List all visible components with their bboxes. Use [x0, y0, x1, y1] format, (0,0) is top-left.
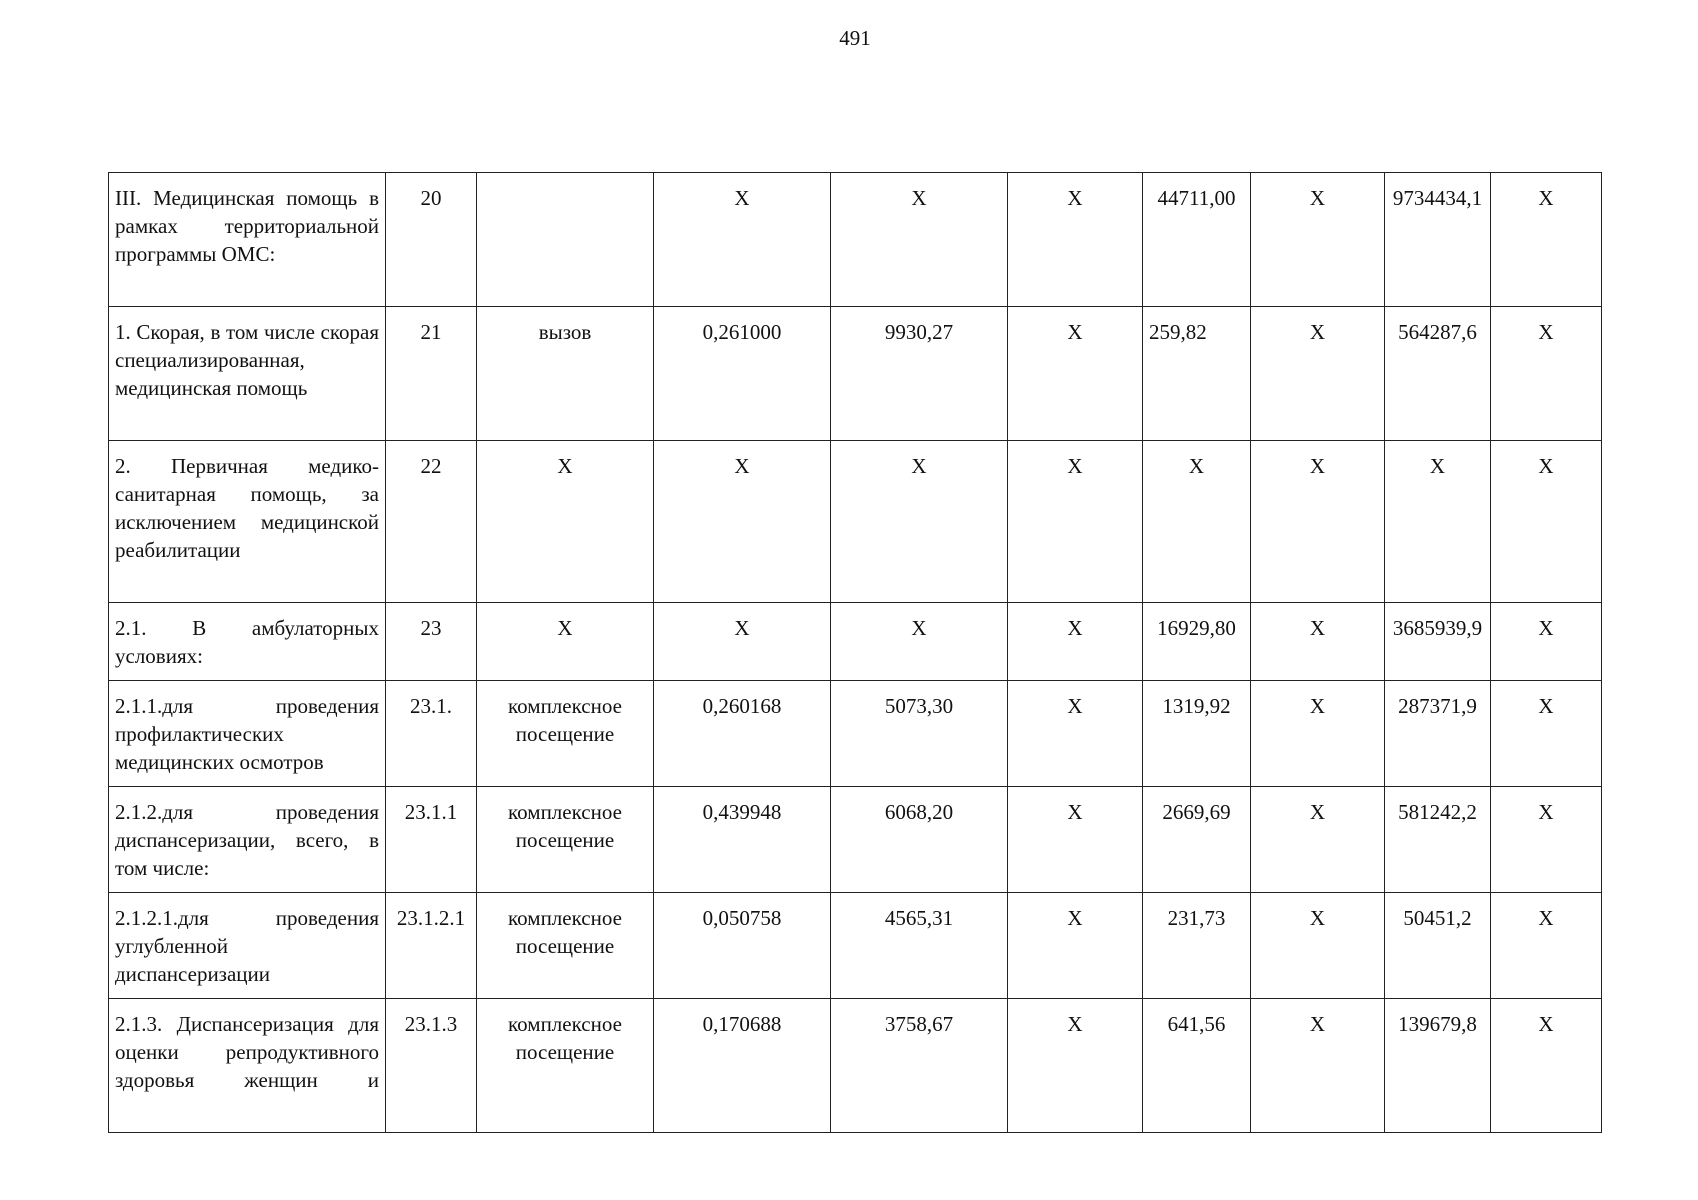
row-value-cell: Х — [1251, 681, 1385, 787]
row-value-cell: 564287,6 — [1385, 307, 1491, 441]
row-value-cell: Х — [1491, 603, 1602, 681]
table-row — [109, 173, 1602, 307]
row-name-cell: 2.1.2.для проведения диспансеризации, всего, в том числе: — [109, 787, 386, 893]
row-value-cell: Х — [1491, 999, 1602, 1133]
row-value-cell: Х — [1491, 307, 1602, 441]
row-value-cell: Х — [1491, 173, 1602, 307]
row-value-cell: Х — [1385, 441, 1491, 603]
row-value-cell: Х — [1008, 787, 1143, 893]
row-unit-cell: комплексное посещение — [477, 999, 654, 1133]
row-code-cell: 21 — [386, 307, 477, 441]
row-value-cell: Х — [1251, 893, 1385, 999]
row-value-cell: Х — [1251, 307, 1385, 441]
row-value-cell: 3758,67 — [831, 999, 1008, 1133]
row-value-cell: Х — [831, 441, 1008, 603]
row-value-cell: Х — [1008, 307, 1143, 441]
row-value-cell: 231,73 — [1143, 893, 1251, 999]
row-value-cell: Х — [1008, 999, 1143, 1133]
row-value-cell: 641,56 — [1143, 999, 1251, 1133]
row-code-cell: 20 — [386, 173, 477, 307]
row-value-cell: Х — [654, 603, 831, 681]
table-row — [109, 441, 1602, 603]
row-value-cell: Х — [1143, 441, 1251, 603]
row-value-cell: Х — [1491, 681, 1602, 787]
row-unit-cell: комплексное посещение — [477, 893, 654, 999]
row-value-cell: 0,261000 — [654, 307, 831, 441]
table-row — [109, 307, 1602, 441]
row-unit-cell: Х — [477, 441, 654, 603]
row-value-cell: 0,260168 — [654, 681, 831, 787]
row-code-cell: 23 — [386, 603, 477, 681]
row-value-cell: Х — [1008, 893, 1143, 999]
row-unit-cell: комплексное посещение — [477, 681, 654, 787]
row-name-cell: 1. Скорая, в том числе скорая специализированная, медицинская помощь — [109, 307, 386, 441]
row-value-cell: 581242,2 — [1385, 787, 1491, 893]
row-value-cell: 9734434,1 — [1385, 173, 1491, 307]
row-value-cell: 6068,20 — [831, 787, 1008, 893]
row-code-cell: 22 — [386, 441, 477, 603]
row-value-cell: 2669,69 — [1143, 787, 1251, 893]
row-value-cell: 5073,30 — [831, 681, 1008, 787]
table-row — [109, 787, 1602, 893]
table-row — [109, 681, 1602, 787]
row-value-cell: Х — [654, 441, 831, 603]
row-value-cell: Х — [1491, 787, 1602, 893]
row-name-cell: III. Медицинская помощь в рамках территориальной программы ОМС: — [109, 173, 386, 307]
row-value-cell: Х — [1008, 441, 1143, 603]
row-value-cell: Х — [1251, 441, 1385, 603]
row-value-cell: 3685939,9 — [1385, 603, 1491, 681]
row-value-cell: 259,82 — [1143, 307, 1251, 441]
row-value-cell: Х — [831, 173, 1008, 307]
row-unit-cell: вызов — [477, 307, 654, 441]
row-value-cell: Х — [1251, 999, 1385, 1133]
row-value-cell: 0,050758 — [654, 893, 831, 999]
row-name-cell: 2. Первичная медико-санитарная помощь, за исключением медицинской реабилитации — [109, 441, 386, 603]
row-name-cell: 2.1.2.1.для проведения углубленной диспансеризации — [109, 893, 386, 999]
row-value-cell: 44711,00 — [1143, 173, 1251, 307]
row-value-cell: Х — [1251, 603, 1385, 681]
row-name-cell: 2.1. В амбулаторных условиях: — [109, 603, 386, 681]
row-value-cell: 9930,27 — [831, 307, 1008, 441]
row-value-cell: Х — [1251, 787, 1385, 893]
row-value-cell: Х — [831, 603, 1008, 681]
row-code-cell: 23.1.2.1 — [386, 893, 477, 999]
row-value-cell: 0,170688 — [654, 999, 831, 1133]
row-value-cell: 139679,8 — [1385, 999, 1491, 1133]
row-value-cell: Х — [1491, 893, 1602, 999]
row-unit-cell: Х — [477, 603, 654, 681]
tariff-table — [108, 172, 1602, 1133]
page-number: 491 — [839, 26, 871, 50]
row-value-cell: 50451,2 — [1385, 893, 1491, 999]
row-value-cell: 287371,9 — [1385, 681, 1491, 787]
row-value-cell: 1319,92 — [1143, 681, 1251, 787]
row-value-cell: Х — [654, 173, 831, 307]
row-code-cell: 23.1.3 — [386, 999, 477, 1133]
row-code-cell: 23.1. — [386, 681, 477, 787]
row-value-cell: 16929,80 — [1143, 603, 1251, 681]
row-value-cell: Х — [1008, 681, 1143, 787]
row-unit-cell — [477, 173, 654, 307]
row-unit-cell: комплексное посещение — [477, 787, 654, 893]
table-row — [109, 603, 1602, 681]
row-value-cell: 4565,31 — [831, 893, 1008, 999]
row-name-cell: 2.1.3. Диспансеризация для оценки репродуктивного здоровья женщин и — [109, 999, 386, 1133]
row-value-cell: 0,439948 — [654, 787, 831, 893]
row-value-cell: Х — [1491, 441, 1602, 603]
row-name-cell: 2.1.1.для проведения профилактических медицинских осмотров — [109, 681, 386, 787]
row-value-cell: Х — [1251, 173, 1385, 307]
row-value-cell: Х — [1008, 603, 1143, 681]
row-value-cell: Х — [1008, 173, 1143, 307]
row-code-cell: 23.1.1 — [386, 787, 477, 893]
table-row — [109, 893, 1602, 999]
table-row — [109, 999, 1602, 1133]
